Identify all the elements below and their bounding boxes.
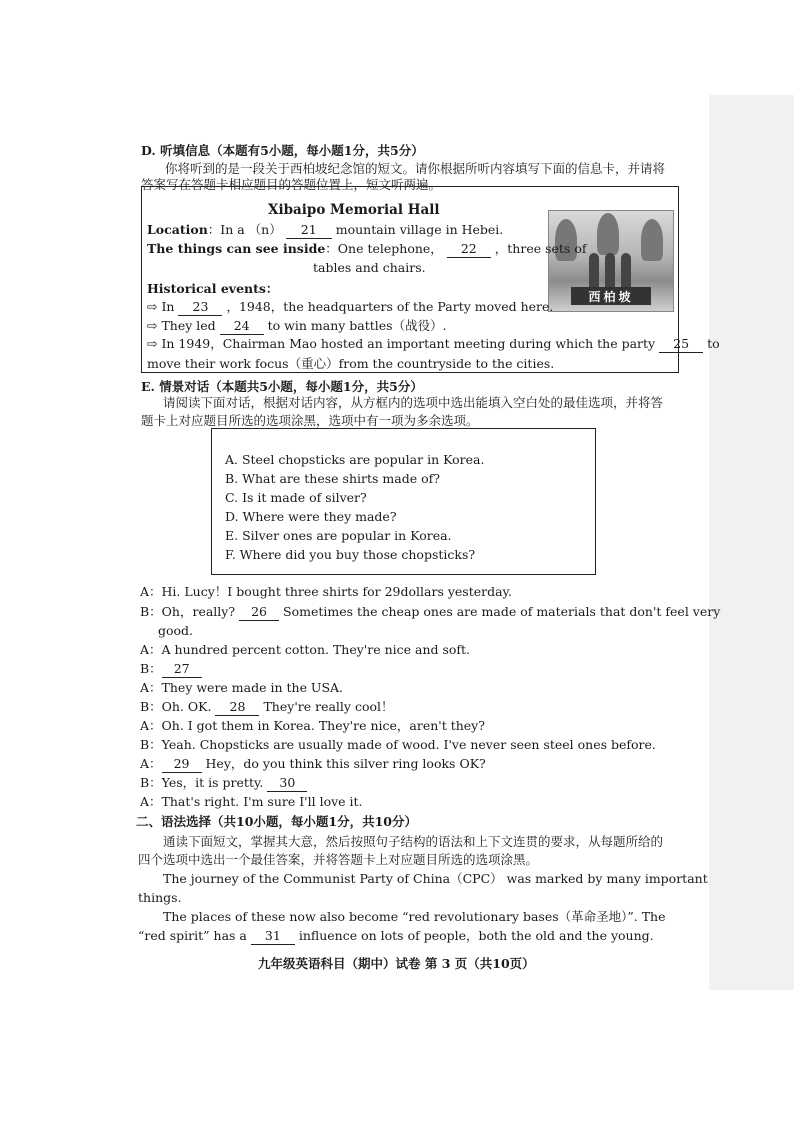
event-2 xyxy=(147,318,447,335)
blank-28[interactable]: 28 xyxy=(215,699,259,716)
passage-para-2-line-2-post: influence on lots of people，both the old and the young. xyxy=(298,928,654,943)
blank-21[interactable]: 21 xyxy=(286,222,332,239)
things-row xyxy=(147,241,586,258)
arrow-icon: ⇨ xyxy=(147,336,158,351)
dialog-line-7: A：Oh. I got them in Korea. They're nice，aren't they? xyxy=(140,718,485,733)
dialog-line-1: A：Hi. Lucy！I bought three shirts for 29dollars yesterday. xyxy=(140,584,512,599)
dialog-line-10-pre: B：Yes，it is pretty. xyxy=(140,775,264,790)
event-2-pre: They led xyxy=(161,318,216,333)
location-label: Location xyxy=(147,222,208,237)
section-2-instruction-1: 通读下面短文，掌握其大意，然后按照句子结构的语法和上下文连贯的要求，从每题所给的 xyxy=(163,834,664,849)
event-1-post: ，1948，the headquarters of the Party moved here. xyxy=(226,299,554,314)
option-e: E. Silver ones are popular in Korea. xyxy=(225,528,452,543)
dialog-line-10 xyxy=(140,775,307,792)
section-e-title: E. 情景对话（本题共5小题，每小题1分，共5分） xyxy=(141,379,423,394)
dialog-line-4-pre: B： xyxy=(140,661,162,676)
blank-31[interactable]: 31 xyxy=(251,928,295,945)
dialog-line-9-post: Hey，do you think this silver ring looks OK? xyxy=(205,756,486,771)
section-2-instruction-2: 四个选项中选出一个最佳答案，并将答题卡上对应题目所选的选项涂黑。 xyxy=(138,852,539,867)
things-post: ，three sets of xyxy=(494,241,587,256)
things-pre: ：One telephone， xyxy=(325,241,443,256)
scan-margin-strip xyxy=(709,95,794,990)
event-3-post: to xyxy=(707,336,720,351)
section-d-instruction-2: 答案写在答题卡相应题目的答题位置上，短文听两遍。 xyxy=(141,177,442,192)
memorial-photo xyxy=(548,210,674,312)
dialog-line-2-post: Sometimes the cheap ones are made of materials that don't feel very xyxy=(283,604,721,619)
option-c: C. Is it made of silver? xyxy=(225,490,367,505)
dialog-line-3: A：A hundred percent cotton. They're nice and soft. xyxy=(140,642,471,657)
card-title: Xibaipo Memorial Hall xyxy=(268,202,440,218)
passage-para-2-line-1: The places of these now also become “red revolutionary bases（革命圣地）”. The xyxy=(163,909,666,924)
event-1-pre: In xyxy=(161,299,175,314)
passage-para-1-line-1: The journey of the Communist Party of China（CPC） was marked by many important xyxy=(163,871,708,886)
things-line-2: tables and chairs. xyxy=(313,260,426,275)
location-pre: ：In a （n） xyxy=(207,222,282,237)
event-1 xyxy=(147,299,553,316)
blank-24[interactable]: 24 xyxy=(220,318,264,335)
passage-para-2-line-2-pre: “red spirit” has a xyxy=(138,928,247,943)
dialog-line-9 xyxy=(140,756,486,773)
blank-30[interactable]: 30 xyxy=(267,775,307,792)
event-3 xyxy=(147,336,720,353)
dialog-line-6-pre: B：Oh. OK. xyxy=(140,699,212,714)
event-3-line-2: move their work focus（重心）from the countryside to the cities. xyxy=(147,356,555,371)
arrow-icon: ⇨ xyxy=(147,299,158,314)
dialog-line-2 xyxy=(140,604,720,621)
section-e-instruction-1: 请阅读下面对话，根据对话内容，从方框内的选项中选出能填入空白处的最佳选项，并将答 xyxy=(163,395,664,410)
dialog-line-2-pre: B：Oh，really? xyxy=(140,604,236,619)
option-a: A. Steel chopsticks are popular in Korea. xyxy=(225,452,485,467)
dialog-line-8: B：Yeah. Chopsticks are usually made of wood. I've never seen steel ones before. xyxy=(140,737,656,752)
blank-25[interactable]: 25 xyxy=(659,336,703,353)
section-2-title: 二、语法选择（共10小题，每小题1分，共10分） xyxy=(136,814,417,829)
dialog-line-6 xyxy=(140,699,394,716)
location-row xyxy=(147,222,503,239)
event-2-post: to win many battles（战役）. xyxy=(267,318,447,333)
location-post: mountain village in Hebei. xyxy=(335,222,504,237)
dialog-line-11: A：That's right. I'm sure I'll love it. xyxy=(140,794,363,809)
blank-26[interactable]: 26 xyxy=(239,604,279,621)
dialog-line-5: A：They were made in the USA. xyxy=(140,680,344,695)
option-f: F. Where did you buy those chopsticks? xyxy=(225,547,476,562)
arrow-icon: ⇨ xyxy=(147,318,158,333)
things-label: The things can see inside xyxy=(147,241,326,256)
blank-27[interactable]: 27 xyxy=(162,661,202,678)
event-3-pre: In 1949，Chairman Mao hosted an important meeting during which the party xyxy=(161,336,656,351)
events-label: Historical events： xyxy=(147,281,279,296)
passage-para-2-line-2 xyxy=(138,928,654,945)
photo-sign-text: 西柏坡 xyxy=(588,290,634,304)
dialog-line-2-cont: good. xyxy=(158,623,194,638)
section-d-instruction-1: 你将听到的是一段关于西柏坡纪念馆的短文。请你根据所听内容填写下面的信息卡，并请将 xyxy=(165,161,666,176)
option-d: D. Where were they made? xyxy=(225,509,397,524)
page-footer: 九年级英语科目（期中）试卷 第 3 页（共10页） xyxy=(258,956,535,971)
blank-29[interactable]: 29 xyxy=(162,756,202,773)
blank-22[interactable]: 22 xyxy=(447,241,491,258)
passage-para-1-line-2: things. xyxy=(138,890,182,905)
section-d-title: D. 听填信息（本题有5小题，每小题1分，共5分） xyxy=(141,143,424,158)
dialog-line-6-post: They're really cool！ xyxy=(263,699,394,714)
dialog-line-9-pre: A： xyxy=(140,756,162,771)
option-b: B. What are these shirts made of? xyxy=(225,471,440,486)
section-e-instruction-2: 题卡上对应题目所选的选项涂黑，选项中有一项为多余选项。 xyxy=(141,413,479,428)
blank-23[interactable]: 23 xyxy=(178,299,222,316)
dialog-line-4 xyxy=(140,661,202,678)
